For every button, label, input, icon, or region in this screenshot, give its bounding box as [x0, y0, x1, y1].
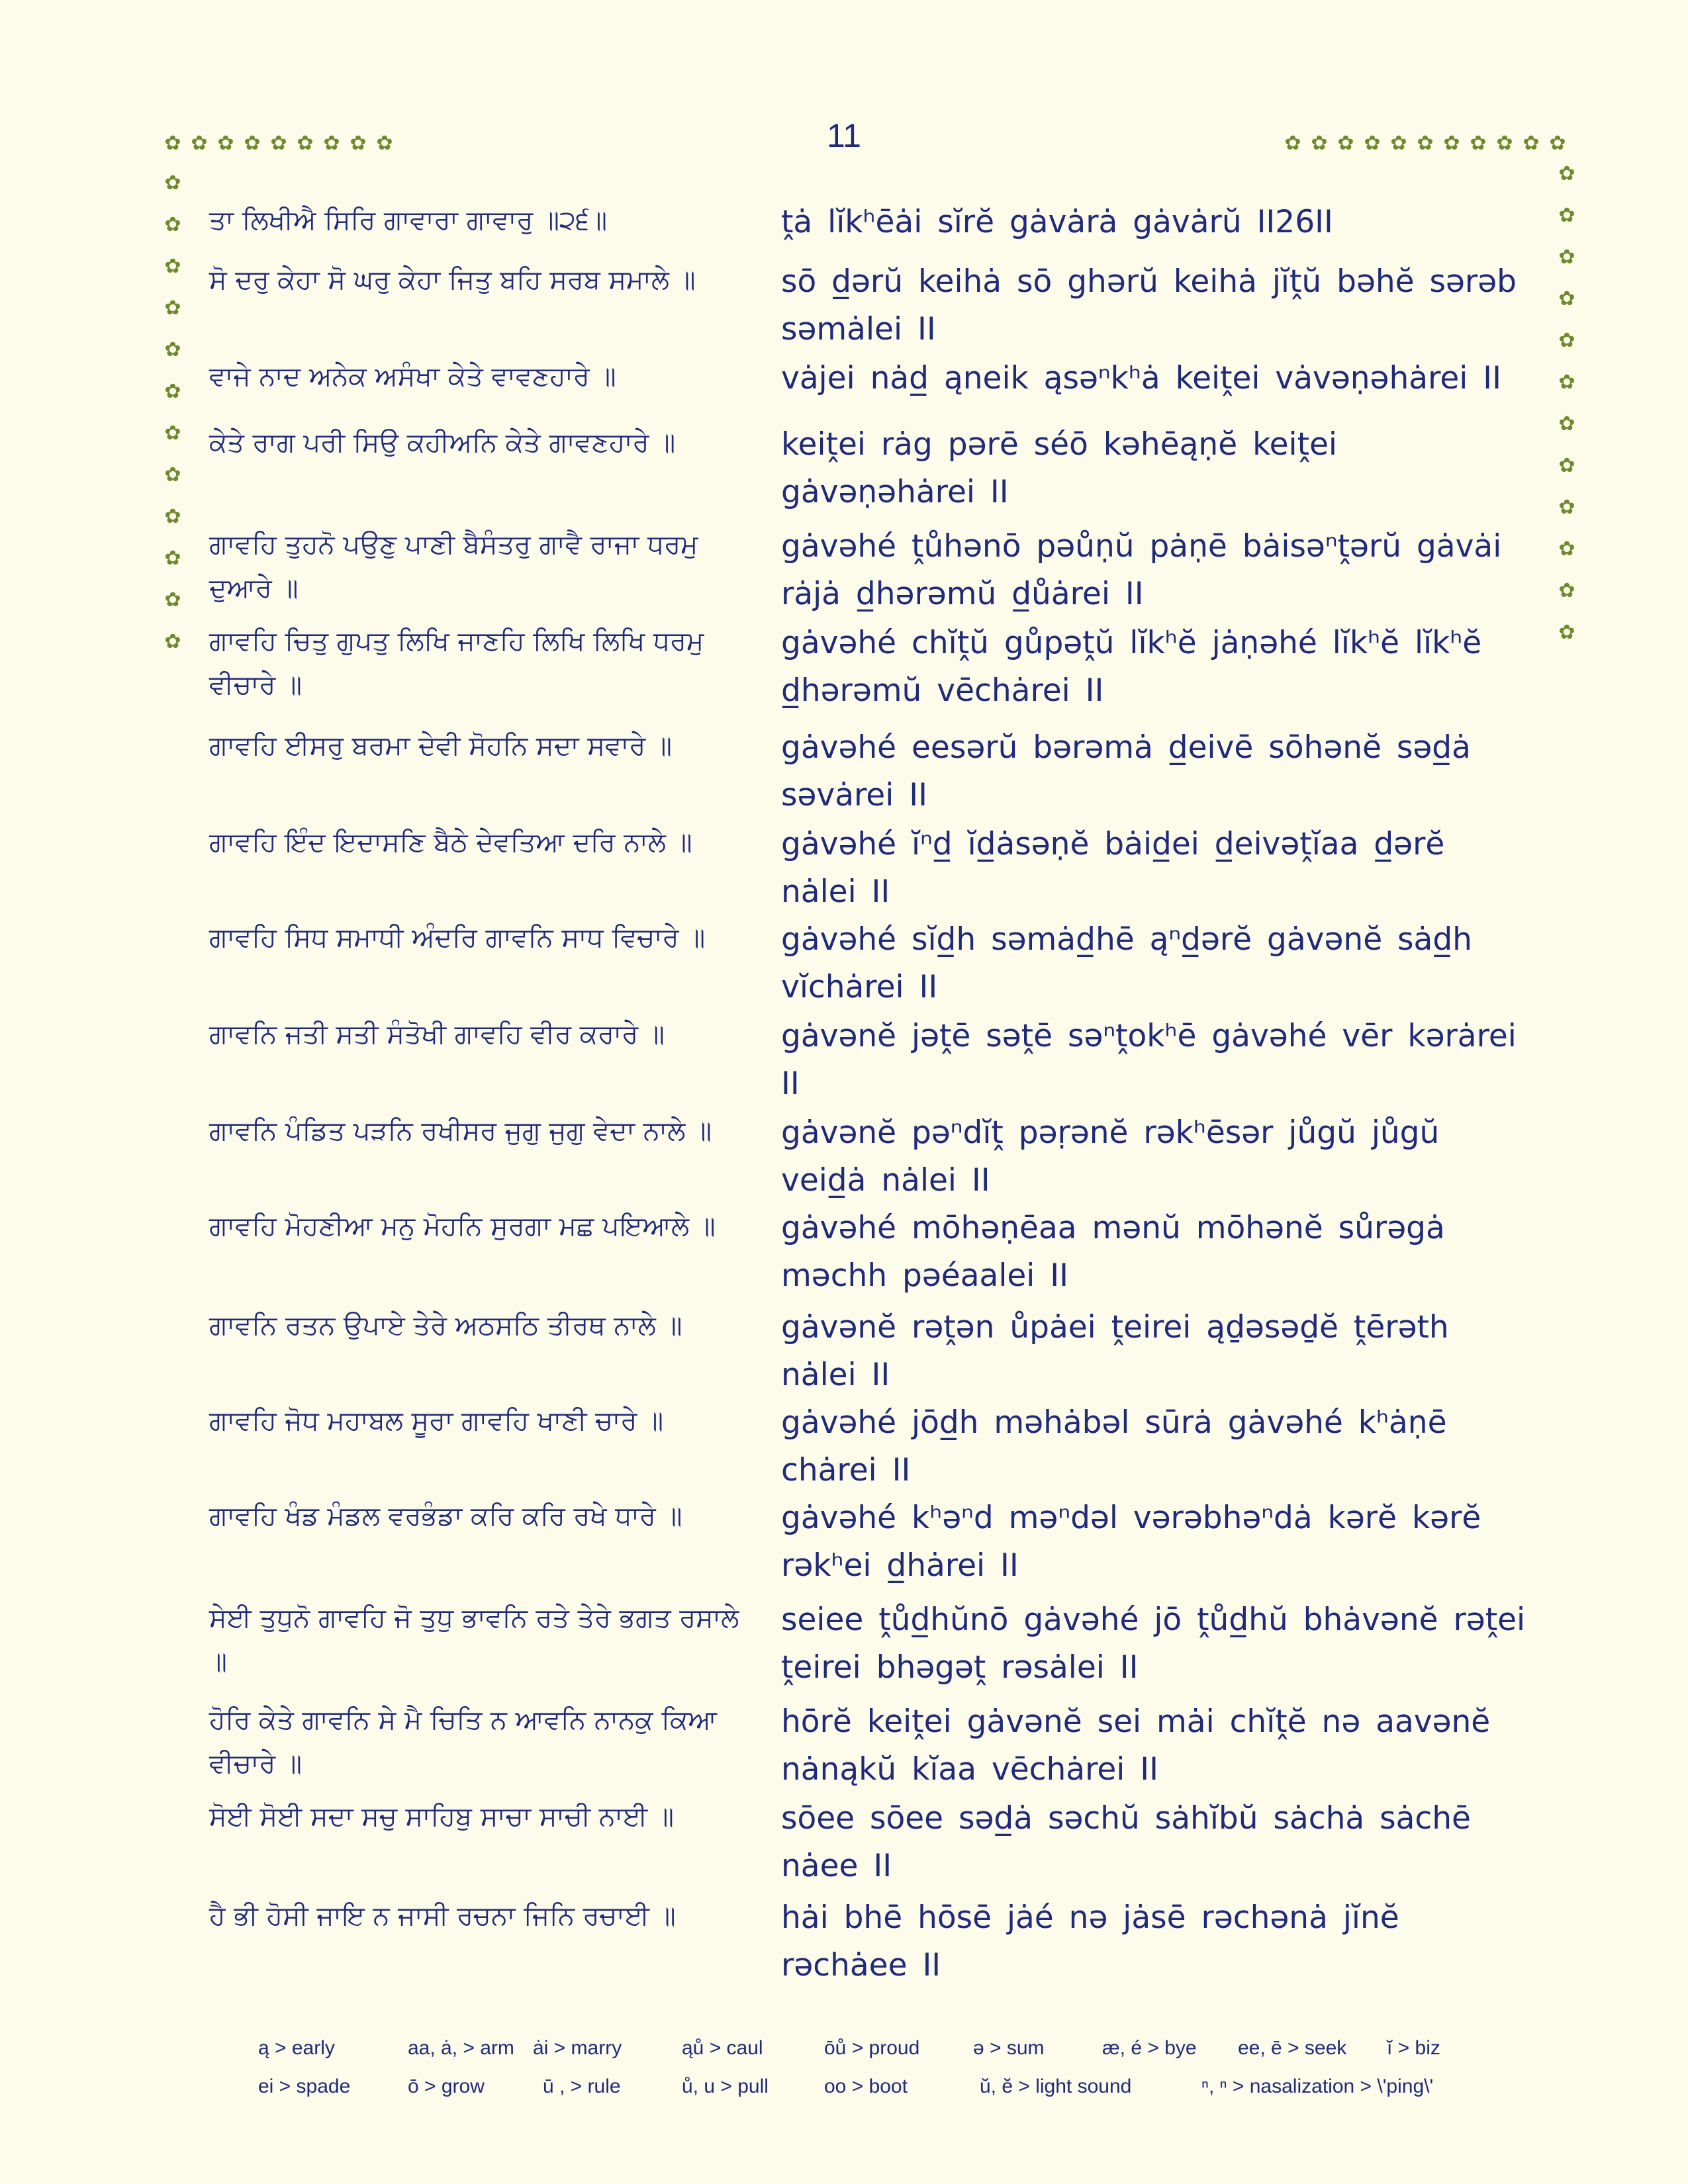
- gurmukhi-line: ਗਾਵਹਿ ਤੁਹਨੋ ਪਉਣੁ ਪਾਣੀ ਬੈਸੰਤਰੁ ਗਾਵੈ ਰਾਜਾ ਧਰਮੁ ਦੁਆਰੇ ॥: [209, 529, 698, 604]
- transliteration-line: hōrĕ keiṱei gȧvənĕ sei mȧi chĭṱĕ nə aavənĕ nȧnąkŭ kĭaa vēchȧrei II: [781, 1704, 1491, 1788]
- flower-ornament-icon: ✿: [1558, 412, 1575, 435]
- flower-ornament-icon: ✿: [1558, 246, 1575, 269]
- flower-ornament-icon: ✿: [164, 132, 181, 155]
- flower-ornament-icon: ✿: [164, 338, 181, 361]
- flower-ornament-icon: ✿: [323, 132, 340, 155]
- flower-ornament-icon: ✿: [164, 255, 181, 278]
- flower-ornament-icon: ✿: [1558, 162, 1575, 185]
- gurmukhi-line: ਸੇਈ ਤੁਧੁਨੋ ਗਾਵਹਿ ਜੋ ਤੁਧੁ ਭਾਵਨਿ ਰਤੇ ਤੇਰੇ ਭਗਤ ਰਸਾਲੇ ॥: [209, 1603, 739, 1677]
- pronunciation-key-item: ŭ, ĕ > light sound: [980, 2075, 1132, 2097]
- gurmukhi-line: ਗਾਵਹਿ ਜੋਧ ਮਹਾਬਲ ਸੂਰਾ ਗਾਵਹਿ ਖਾਣੀ ਚਾਰੇ ॥: [209, 1406, 664, 1436]
- transliteration-line: sō d̲ərŭ keihȧ sō ghərŭ keihȧ jĭṱŭ bəhĕ sərəb səmȧlei II: [781, 263, 1517, 347]
- flower-ornament-icon: ✿: [1364, 132, 1381, 155]
- transliteration-line: gȧvənĕ jəṱē səṱē səⁿṱokʰē gȧvəhé vēr kərȧrei II: [781, 1018, 1517, 1102]
- flower-ornament-icon: ✿: [217, 132, 234, 155]
- flower-ornament-icon: ✿: [164, 505, 181, 528]
- flower-ornament-icon: ✿: [1496, 132, 1513, 155]
- flower-ornament-icon: ✿: [1558, 371, 1575, 394]
- transliteration-line: gȧvəhé mōhəṇēaa mənŭ mōhənĕ sůrəgȧ məchh pəéaalei II: [781, 1210, 1445, 1294]
- flower-ornament-icon: ✿: [1558, 621, 1575, 644]
- gurmukhi-line: ਗਾਵਹਿ ਇੰਦ ਇਦਾਸਣਿ ਬੈਠੇ ਦੇਵਤਿਆ ਦਰਿ ਨਾਲੇ ॥: [209, 827, 692, 858]
- pronunciation-key-item: ō > grow: [408, 2075, 485, 2097]
- flower-ornament-icon: ✿: [164, 588, 181, 612]
- flower-ornament-icon: ✿: [1417, 132, 1434, 155]
- transliteration-line: gȧvənĕ rəṱən ůpȧei ṱeirei ąḏəsəḏĕ ṱērəth nȧlei II: [781, 1309, 1449, 1393]
- flower-ornament-icon: ✿: [1558, 287, 1575, 310]
- gurmukhi-line: ਗਾਵਹਿ ਸਿਧ ਸਮਾਧੀ ਅੰਦਰਿ ਗਾਵਨਿ ਸਾਧ ਵਿਚਾਰੇ ॥: [209, 923, 706, 953]
- flower-ornament-icon: ✿: [297, 132, 314, 155]
- flower-ornament-icon: ✿: [1549, 132, 1566, 155]
- flower-ornament-icon: ✿: [1558, 329, 1575, 352]
- flower-ornament-icon: ✿: [1470, 132, 1487, 155]
- flower-ornament-icon: ✿: [164, 213, 181, 236]
- pronunciation-key-item: ĭ > biz: [1387, 2037, 1440, 2059]
- gurmukhi-line: ਗਾਵਹਿ ਖੰਡ ਮੰਡਲ ਵਰਭੰਡਾ ਕਰਿ ਕਰਿ ਰਖੇ ਧਾਰੇ ॥: [209, 1501, 682, 1531]
- transliteration-line: vȧjei nȧd̲ ąneik ąsəⁿkʰȧ keiṱei vȧvəṇəhȧrei II: [781, 360, 1501, 396]
- flower-ornament-icon: ✿: [1558, 537, 1575, 561]
- flower-ornament-icon: ✿: [244, 132, 261, 155]
- pronunciation-key-item: ōů > proud: [824, 2037, 920, 2059]
- flower-ornament-icon: ✿: [350, 132, 367, 155]
- transliteration-line: seiee ṱůd̲hŭnō gȧvəhé jō ṱůd̲hŭ bhȧvənĕ rəṱei ṱeirei bhəgəṱ rəsȧlei II: [781, 1602, 1526, 1686]
- pronunciation-key-item: ⁿ, ⁿ > nasalization > \'ping\': [1201, 2075, 1434, 2097]
- transliteration-line: keiṱei rȧg pərē séō kəhēąṇĕ keiṱei gȧvəṇəhȧrei II: [781, 426, 1337, 510]
- gurmukhi-line: ਗਾਵਹਿ ਚਿਤੁ ਗੁਪਤੁ ਲਿਖਿ ਜਾਣਹਿ ਲਿਖਿ ਲਿਖਿ ਧਰਮੁ ਵੀਚਾਰੇ ॥: [209, 626, 704, 700]
- transliteration-line: ṱȧ lĭkʰēȧi sĭrĕ gȧvȧrȧ gȧvȧrŭ II26II: [781, 204, 1333, 240]
- pronunciation-key-item: ee, ē > seek: [1238, 2037, 1347, 2059]
- flower-ornament-icon: ✿: [164, 380, 181, 403]
- pronunciation-key-item: ąů > caul: [682, 2037, 763, 2059]
- flower-ornament-icon: ✿: [376, 132, 393, 155]
- gurmukhi-line: ਗਾਵਨਿ ਪੰਡਿਤ ਪੜਨਿ ਰਖੀਸਰ ਜੁਗੁ ਜੁਗੁ ਵੇਦਾ ਨਾਲੇ ॥: [209, 1116, 712, 1146]
- gurmukhi-line: ਕੇਤੇ ਰਾਗ ਪਰੀ ਸਿਉ ਕਹੀਅਨਿ ਕੇਤੇ ਗਾਵਣਹਾਰੇ ॥: [209, 428, 676, 458]
- transliteration-line: gȧvəhé sĭd̲h səmȧd̲hē ąⁿd̲ərĕ gȧvənĕ sȧd̲h vĭchȧrei II: [781, 921, 1472, 1005]
- page-number: 11: [827, 117, 861, 154]
- gurmukhi-line: ਸੋ ਦਰੁ ਕੇਹਾ ਸੋ ਘਰੁ ਕੇਹਾ ਜਿਤੁ ਬਹਿ ਸਰਬ ਸਮਾਲੇ ॥: [209, 265, 696, 295]
- flower-ornament-icon: ✿: [1311, 132, 1328, 155]
- gurmukhi-line: ਗਾਵਹਿ ਮੋਹਣੀਆ ਮਨੁ ਮੋਹਨਿ ਸੁਰਗਾ ਮਛ ਪਇਆਲੇ ॥: [209, 1211, 716, 1242]
- gurmukhi-line: ਗਾਵਨਿ ਜਤੀ ਸਤੀ ਸੰਤੋਖੀ ਗਾਵਹਿ ਵੀਰ ਕਰਾਰੇ ॥: [209, 1019, 665, 1050]
- flower-ornament-icon: ✿: [164, 630, 181, 653]
- pronunciation-key-item: ū , > rule: [543, 2075, 621, 2097]
- transliteration-line: hȧi bhē hōsē jȧé nə jȧsē rəchənȧ jĭnĕ rəchȧee II: [781, 1899, 1399, 1983]
- transliteration-line: gȧvəhé eesərŭ bərəmȧ d̲eivē sōhənĕ səd̲ȧ səvȧrei II: [781, 729, 1471, 813]
- transliteration-line: sōee sōee səd̲ȧ səchŭ sȧhĭbŭ sȧchȧ sȧchē nȧee II: [781, 1800, 1471, 1884]
- pronunciation-key-item: æ, é > bye: [1102, 2037, 1197, 2059]
- flower-ornament-icon: ✿: [164, 296, 181, 320]
- transliteration-line: gȧvəhé chĭṱŭ gůpəṱŭ lĭkʰĕ jȧṇəhé lĭkʰĕ lĭkʰĕ d̲hərəmŭ vēchȧrei II: [781, 625, 1482, 709]
- flower-ornament-icon: ✿: [164, 422, 181, 445]
- transliteration-line: gȧvəhé jōd̲h məhȧbəl sūrȧ gȧvəhé kʰȧṇē chȧrei II: [781, 1404, 1447, 1488]
- gurmukhi-line: ਹੈ ਭੀ ਹੋਸੀ ਜਾਇ ਨ ਜਾਸੀ ਰਚਨਾ ਜਿਨਿ ਰਚਾਈ ॥: [209, 1901, 676, 1931]
- pronunciation-key-item: ȧi > marry: [533, 2037, 622, 2059]
- transliteration-line: gȧvəhé kʰəⁿd məⁿdəl vərəbhəⁿdȧ kərĕ kərĕ rəkʰei d̲hȧrei II: [781, 1500, 1481, 1584]
- gurmukhi-line: ਗਾਵਹਿ ਈਸਰੁ ਬਰਮਾ ਦੇਵੀ ਸੋਹਨਿ ਸਦਾ ਸਵਾਰੇ ॥: [209, 731, 672, 761]
- flower-ornament-icon: ✿: [1390, 132, 1407, 155]
- flower-ornament-icon: ✿: [1558, 496, 1575, 519]
- gurmukhi-line: ਵਾਜੇ ਨਾਦ ਅਨੇਕ ਅਸੰਖਾ ਕੇਤੇ ਵਾਵਣਹਾਰੇ ॥: [209, 361, 616, 392]
- flower-ornament-icon: ✿: [191, 132, 208, 155]
- pronunciation-key-item: ə > sum: [973, 2037, 1045, 2059]
- flower-ornament-icon: ✿: [1523, 132, 1540, 155]
- gurmukhi-line: ਹੋਰਿ ਕੇਤੇ ਗਾਵਨਿ ਸੇ ਮੈ ਚਿਤਿ ਨ ਆਵਨਿ ਨਾਨਕੁ ਕਿਆ ਵੀਚਾਰੇ ॥: [209, 1705, 717, 1779]
- pronunciation-key-item: oo > boot: [824, 2075, 908, 2097]
- flower-ornament-icon: ✿: [1558, 579, 1575, 602]
- flower-ornament-icon: ✿: [1284, 132, 1301, 155]
- flower-ornament-icon: ✿: [1558, 204, 1575, 227]
- transliteration-line: gȧvəhé ṱůhənō pəůṇŭ pȧṇē bȧisəⁿṱərŭ gȧvȧi rȧjȧ d̲hərəmŭ d̲ůȧrei II: [781, 528, 1502, 612]
- gurmukhi-line: ਗਾਵਨਿ ਰਤਨ ਉਪਾਏ ਤੇਰੇ ਅਠਸਠਿ ਤੀਰਥ ਨਾਲੇ ॥: [209, 1310, 682, 1341]
- pronunciation-key-item: ei > spade: [258, 2075, 351, 2097]
- transliteration-line: gȧvənĕ pəⁿdĭṱ pəṛənĕ rəkʰēsər jůgŭ jůgŭ veid̲ȧ nȧlei II: [781, 1115, 1440, 1199]
- gurmukhi-line: ਤਾ ਲਿਖੀਐ ਸਿਰਿ ਗਾਵਾਰਾ ਗਾਵਾਰੁ ॥੨੬॥: [209, 205, 608, 236]
- pronunciation-key-item: ą > early: [258, 2037, 335, 2059]
- flower-ornament-icon: ✿: [270, 132, 287, 155]
- transliteration-line: gȧvəhé ĭⁿd̲ ĭd̲ȧsəṇĕ bȧid̲ei d̲eivəṱĭaa d̲ərĕ nȧlei II: [781, 826, 1445, 910]
- pronunciation-key-item: aa, ȧ, > arm: [408, 2037, 514, 2059]
- gurmukhi-line: ਸੋਈ ਸੋਈ ਸਦਾ ਸਚੁ ਸਾਹਿਬੁ ਸਾਚਾ ਸਾਚੀ ਨਾਈ ॥: [209, 1801, 674, 1832]
- flower-ornament-icon: ✿: [164, 463, 181, 486]
- flower-ornament-icon: ✿: [1558, 454, 1575, 477]
- flower-ornament-icon: ✿: [1337, 132, 1354, 155]
- flower-ornament-icon: ✿: [164, 547, 181, 570]
- pronunciation-key-item: ů, u > pull: [682, 2075, 769, 2097]
- flower-ornament-icon: ✿: [164, 171, 181, 195]
- flower-ornament-icon: ✿: [1443, 132, 1460, 155]
